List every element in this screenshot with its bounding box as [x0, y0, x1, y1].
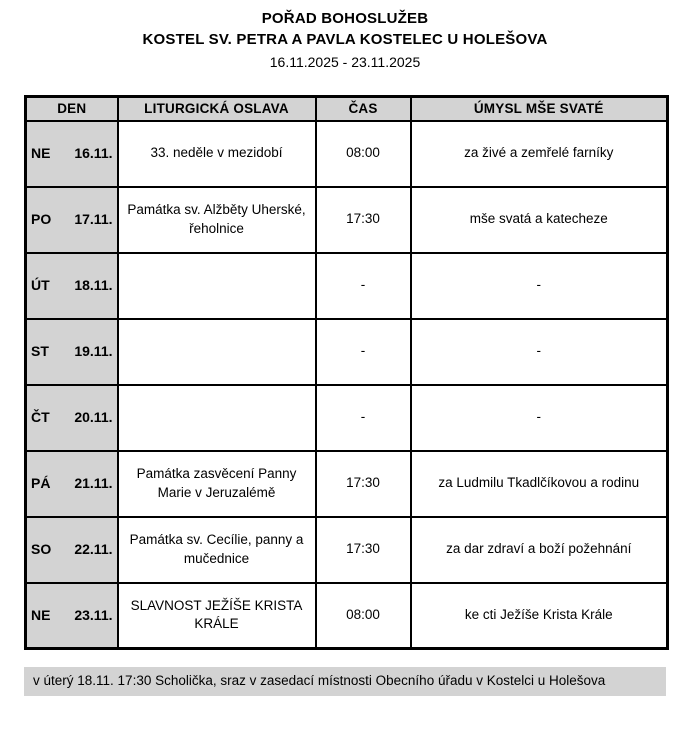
table-row — [26, 517, 668, 583]
day-abbrev: ÚT — [31, 277, 50, 294]
time-cell: - — [316, 253, 411, 319]
intention-cell: za dar zdraví a boží požehnání — [411, 517, 668, 583]
day-abbrev: PÁ — [31, 475, 51, 492]
day-abbrev: NE — [31, 606, 51, 623]
time-cell: 17:30 — [316, 517, 411, 583]
time-cell: 17:30 — [316, 451, 411, 517]
day-date: 16.11. — [74, 145, 113, 162]
table-row — [26, 187, 668, 253]
day-cell — [26, 319, 118, 385]
day-abbrev: PO — [31, 211, 52, 228]
church-name: KOSTEL SV. PETRA A PAVLA KOSTELEC U HOLEŠOVA — [142, 31, 548, 48]
celebration-cell: 33. neděle v mezidobí — [118, 121, 316, 187]
day-date: 23.11. — [74, 606, 113, 623]
day-cell — [26, 451, 118, 517]
celebration-cell — [118, 253, 316, 319]
celebration-cell: Památka sv. Cecílie, panny a mučednice — [118, 517, 316, 583]
table-header-row — [26, 97, 668, 121]
day-date: 21.11. — [74, 475, 113, 492]
column-header-intention: ÚMYSL MŠE SVATÉ — [411, 97, 668, 121]
day-date: 17.11. — [74, 211, 113, 228]
day-date: 19.11. — [74, 343, 113, 360]
intention-cell: za živé a zemřelé farníky — [411, 121, 668, 187]
table-row — [26, 583, 668, 649]
table-row — [26, 385, 668, 451]
celebration-cell: Památka sv. Alžběty Uherské, řeholnice — [118, 187, 316, 253]
column-header-celebration: LITURGICKÁ OSLAVA — [118, 97, 316, 121]
intention-cell: mše svatá a katecheze — [411, 187, 668, 253]
day-cell — [26, 187, 118, 253]
table-row — [26, 319, 668, 385]
time-cell: 17:30 — [316, 187, 411, 253]
day-date: 18.11. — [74, 277, 113, 294]
day-abbrev: NE — [31, 145, 51, 162]
day-abbrev: ST — [31, 343, 49, 360]
celebration-cell — [118, 385, 316, 451]
celebration-cell — [118, 319, 316, 385]
day-cell — [26, 121, 118, 187]
table-row — [26, 253, 668, 319]
intention-cell: za Ludmilu Tkadlčíkovou a rodinu — [411, 451, 668, 517]
day-abbrev: SO — [31, 541, 52, 558]
day-date: 20.11. — [74, 409, 113, 426]
celebration-cell: SLAVNOST JEŽÍŠE KRISTA KRÁLE — [118, 583, 316, 649]
document-title: POŘAD BOHOSLUŽEB — [261, 10, 429, 27]
date-range: 16.11.2025 - 23.11.2025 — [269, 54, 421, 70]
time-cell: - — [316, 385, 411, 451]
footer-note: v úterý 18.11. 17:30 Scholička, sraz v zasedací místnosti Obecního úřadu v Kostelci u Holešova — [24, 667, 666, 696]
day-cell — [26, 253, 118, 319]
day-cell — [26, 517, 118, 583]
time-cell: 08:00 — [316, 121, 411, 187]
intention-cell: - — [411, 385, 668, 451]
table-row — [26, 121, 668, 187]
intention-cell: ke cti Ježíše Krista Krále — [411, 583, 668, 649]
day-date: 22.11. — [74, 541, 113, 558]
intention-cell: - — [411, 319, 668, 385]
schedule-table — [24, 95, 669, 650]
table-row — [26, 451, 668, 517]
document-header — [0, 0, 690, 71]
column-header-day: DEN — [26, 97, 118, 121]
day-cell — [26, 583, 118, 649]
column-header-time: ČAS — [316, 97, 411, 121]
day-abbrev: ČT — [31, 409, 50, 426]
day-cell — [26, 385, 118, 451]
time-cell: - — [316, 319, 411, 385]
intention-cell: - — [411, 253, 668, 319]
celebration-cell: Památka zasvěcení Panny Marie v Jeruzalémě — [118, 451, 316, 517]
time-cell: 08:00 — [316, 583, 411, 649]
